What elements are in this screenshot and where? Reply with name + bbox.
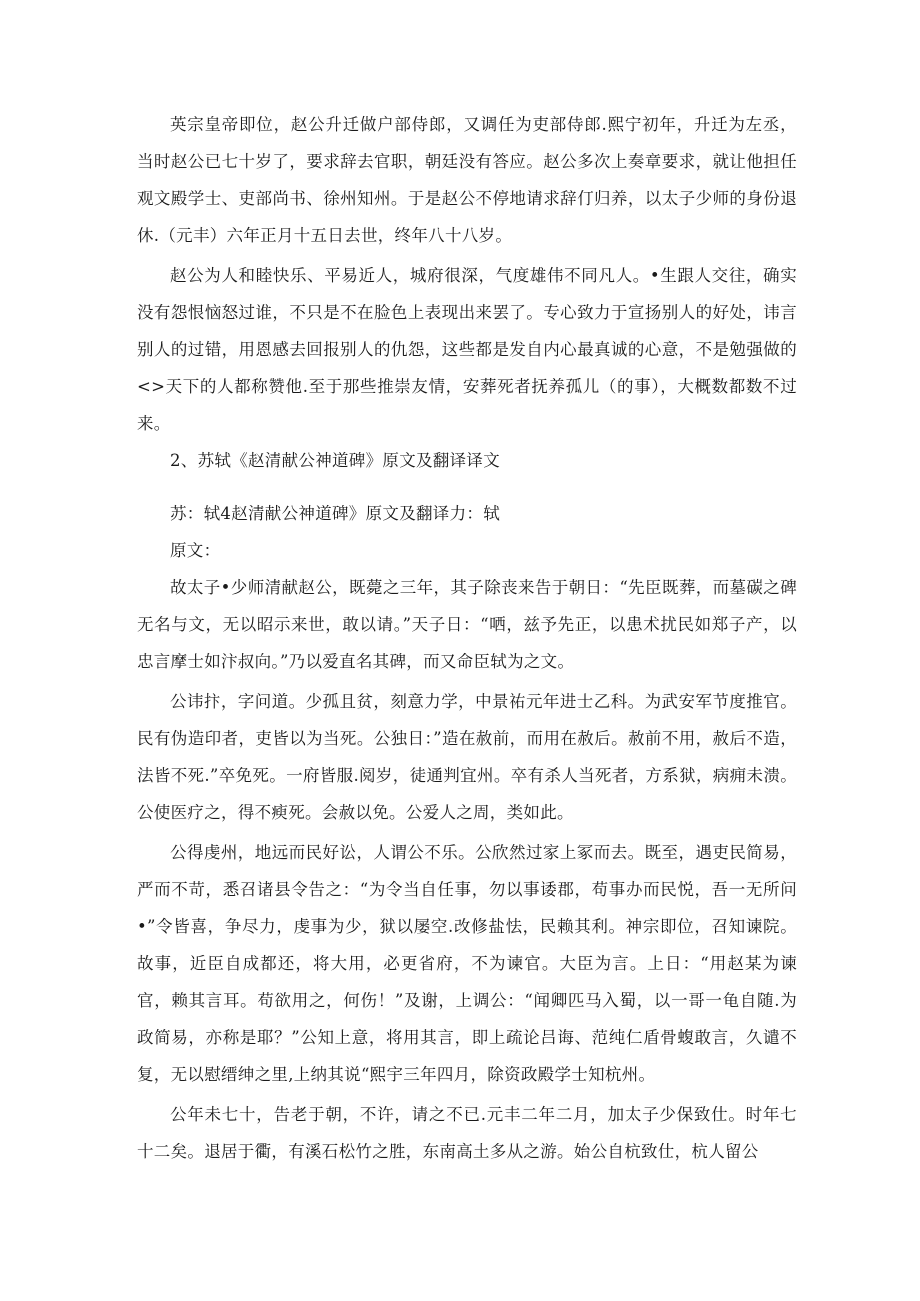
document-page xyxy=(137,106,797,1170)
translation-paragraph-2: 赵公为人和睦快乐、平易近人，城府很深，气度雄伟不同凡人。•生跟人交往，确实没有怨恨恼怒过谁，不只是不在脸色上表现出来罢了。专心致力于宣扬别人的好处，讳言别人的过错，用恩感去回报别人的仇怨，这些都是发自内心最真诚的心意，不是勉强做的<>天下的人都称赞他.至于那些推崇友情，安葬死者抚养孤儿（的事），大概数都数不过来。 xyxy=(137,266,797,433)
original-paragraph-1: 故太子•少师清献赵公，既薨之三年，其子除丧来告于朝日：“先臣既葬，而墓碳之碑无名与文，无以昭示来世，敢以请。”天子日：“哂，兹予先正，以患术扰民如郑子产，以忠言摩士如汴叔向。”乃以爱直名其碑，而又命臣轼为之文。 xyxy=(137,578,797,671)
section-subheading: 苏：轼4赵清献公神道碑》原文及翻译力：轼 xyxy=(170,504,500,523)
original-paragraph-2: 公讳抃，字问道。少孤且贫，刻意力学，中景祐元年进士乙科。为武安军节度推官。民有伪造印者，吏皆以为当死。公独日：”造在赦前，而用在赦后。赦前不用，赦后不造，法皆不死.”卒免死。一府皆服.阅岁，徒通判宜州。卒有杀人当死者，方系狱，病痈未溃。公使医疗之，得不瘐死。会赦以免。公爱人之周，类如此。 xyxy=(137,692,797,822)
section-heading: 2、苏轼《赵清献公神道碑》原文及翻译译文 xyxy=(170,451,500,470)
original-paragraph-3: 公得虔州，地远而民好讼，人谓公不乐。公欣然过家上冢而去。既至，遇吏民简易，严而不苛，悉召诸县令告之：“为令当自任事，勿以事诿郡，苟事办而民悦，吾一无所问•”令皆喜，争尽力，虔事为少，狱以屡空.改修盐怯，民赖其利。神宗即位，召知谏院。故事，近臣自成都还，将大用，必更省府，不为谏官。大臣为言。上日：“用赵某为谏官，赖其言耳。苟欲用之，何伤！”及谢，上调公：“闻卿匹马入蜀，以一哥一龟自随.为政简易，亦称是耶？”公知上意，将用其言，即上疏论吕诲、范纯仁盾骨蝮敢言，久谴不复，无以慰缙绅之里,上纳其说“熙宇三年四月，除资政殿学士知杭州。 xyxy=(137,843,797,1084)
translation-paragraph-1: 英宗皇帝即位，赵公升迁做户部侍郎，又调任为吏部侍郎.熙宁初年，升迁为左丞，当时赵公已七十岁了，要求辞去官职，朝廷没有答应。赵公多次上奏章要求，就让他担任观文殿学士、吏部尚书、徐州知州。于是赵公不停地请求辞仃归养，以太子少师的身份退休.（元丰）六年正月十五日去世，终年八十八岁。 xyxy=(137,115,797,245)
original-label: 原文： xyxy=(170,541,221,560)
original-paragraph-4: 公年未七十，告老于朝，不许，请之不已.元丰二年二月，加太子少保致仕。时年七十二矣。退居于衢，有溪石松竹之胜，东南高土多从之游。始公自杭致仕，杭人留公 xyxy=(137,1105,797,1161)
